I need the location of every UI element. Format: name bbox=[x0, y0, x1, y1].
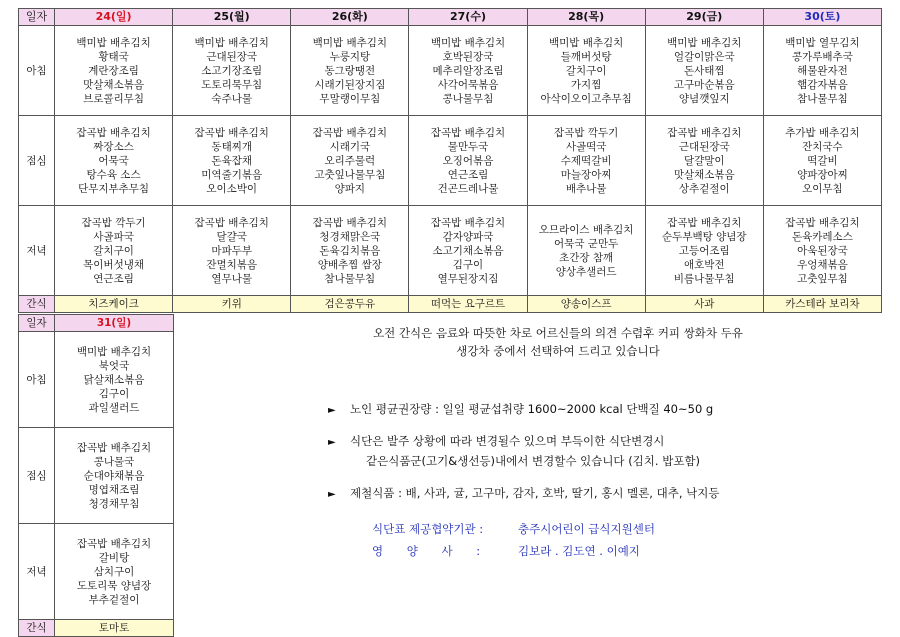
bullet-icon: ► bbox=[328, 405, 336, 416]
snack-cell: 떠먹는 요구르트 bbox=[409, 296, 527, 313]
menu-item: 오이무침 bbox=[802, 182, 843, 195]
menu-item: 잔멸치볶음 bbox=[206, 258, 258, 271]
snack-cell: 카스테라 보리차 bbox=[763, 296, 881, 313]
menu-item: 잡곡밥 배추김치 bbox=[194, 126, 269, 139]
note-text: 제철식품 : 배, 사과, 귤, 고구마, 감자, 호박, 딸기, 홍시 멜론, 대추, 낙지등 bbox=[350, 486, 720, 500]
menu-item: 연근조림 bbox=[447, 168, 489, 181]
menu-cell bbox=[291, 26, 409, 116]
menu-item: 과일샐러드 bbox=[88, 401, 140, 414]
note-seasonal bbox=[328, 484, 719, 504]
menu-item: 양배추찜 쌈장 bbox=[317, 258, 382, 271]
menu-cell bbox=[55, 428, 174, 524]
lunch-row bbox=[19, 116, 882, 206]
menu-item: 잡곡밥 배추김치 bbox=[667, 126, 742, 139]
menu-item: 아삭이오이고추무침 bbox=[540, 92, 632, 105]
menu-item: 잡곡밥 배추김치 bbox=[430, 126, 506, 139]
menu-item: 목이버섯냉채 bbox=[83, 258, 144, 271]
menu-cell bbox=[527, 206, 645, 296]
menu-item: 백미밥 배추김치 bbox=[312, 36, 388, 49]
menu-item: 어묵국 bbox=[98, 154, 129, 167]
intro-line: 오전 간식은 음료와 따뜻한 차로 어르신들의 의견 수렴후 커피 쌍화차 두유 bbox=[373, 326, 743, 340]
menu-cell bbox=[173, 26, 291, 116]
date-cell: 24(일) bbox=[55, 9, 173, 26]
menu-item: 백미밥 배추김치 bbox=[430, 36, 506, 49]
menu-item: 갈치구이 bbox=[93, 244, 134, 257]
menu-item: 사골파국 bbox=[93, 230, 134, 243]
menu-item: 닭살채소볶음 bbox=[83, 373, 145, 386]
menu-item: 순대야채볶음 bbox=[83, 469, 145, 482]
date-cell: 30(토) bbox=[763, 9, 881, 26]
menu-item: 순두부백탕 양념장 bbox=[662, 230, 747, 243]
menu-item: 배추나물 bbox=[565, 182, 607, 195]
snack-label: 간식 bbox=[19, 620, 55, 637]
menu-item: 단무지부추무침 bbox=[78, 182, 150, 195]
date-cell: 25(월) bbox=[173, 9, 291, 26]
menu-item: 잡곡밥 깍두기 bbox=[554, 126, 619, 139]
breakfast-row bbox=[19, 26, 882, 116]
menu-item: 잡곡밥 배추김치 bbox=[76, 537, 152, 550]
menu-item: 오이소박이 bbox=[206, 182, 258, 195]
menu-cell bbox=[409, 116, 527, 206]
menu-item: 고춧잎무침 bbox=[797, 272, 848, 285]
menu-cell bbox=[763, 116, 881, 206]
bullet-icon: ► bbox=[328, 437, 336, 448]
menu-cell bbox=[409, 206, 527, 296]
menu-item: 백미밥 열무김치 bbox=[785, 36, 860, 49]
menu-item: 누룽지탕 bbox=[329, 50, 371, 63]
menu-item: 잡곡밥 배추김치 bbox=[312, 126, 388, 139]
lunch-row bbox=[19, 428, 174, 524]
menu-item: 계란장조림 bbox=[88, 64, 139, 77]
menu-item: 건곤드레나물 bbox=[437, 182, 499, 195]
menu-cell bbox=[173, 116, 291, 206]
snack-cell: 키위 bbox=[173, 296, 291, 313]
menu-item: 물만두국 bbox=[447, 140, 489, 153]
menu-item: 초간장 참깨 bbox=[559, 251, 614, 264]
menu-item: 어묵국 군만두 bbox=[554, 237, 619, 250]
menu-item: 잡곡밥 배추김치 bbox=[76, 441, 152, 454]
dinner-label: 저녁 bbox=[19, 206, 55, 296]
menu-cell bbox=[763, 206, 881, 296]
menu-cell bbox=[55, 332, 174, 428]
menu-item: 무말랭이무침 bbox=[319, 92, 381, 105]
menu-item: 잡곡밥 깍두기 bbox=[81, 216, 146, 229]
note-menu-change bbox=[328, 432, 700, 470]
menu-item: 사각어묵볶음 bbox=[437, 78, 499, 91]
menu-cell bbox=[55, 206, 173, 296]
menu-item: 잡곡밥 배추김치 bbox=[76, 126, 151, 139]
menu-item: 백미밥 배추김치 bbox=[548, 36, 624, 49]
menu-item: 참나물무침 bbox=[324, 272, 376, 285]
menu-cell bbox=[645, 206, 763, 296]
menu-item: 돈육카레소스 bbox=[791, 230, 853, 243]
menu-item: 참나물무침 bbox=[797, 92, 848, 105]
date-cell: 31(일) bbox=[55, 315, 174, 332]
menu-item: 도토리묵무침 bbox=[201, 78, 263, 91]
date-cell: 28(목) bbox=[527, 9, 645, 26]
menu-item: 추가밥 배추김치 bbox=[785, 126, 860, 139]
menu-item: 시래기국 bbox=[329, 140, 371, 153]
menu-item: 아욱된장국 bbox=[797, 244, 848, 257]
menu-item: 고등어조림 bbox=[678, 244, 730, 257]
menu-item: 북엇국 bbox=[98, 359, 130, 372]
note-calorie bbox=[328, 400, 713, 420]
menu-cell bbox=[55, 524, 174, 620]
menu-item: 도토리묵 양념장 bbox=[76, 579, 152, 592]
menu-item: 갈비탕 bbox=[98, 551, 130, 564]
menu-item: 수제떡갈비 bbox=[560, 154, 612, 167]
snack-row bbox=[19, 296, 882, 313]
menu-item: 마파두부 bbox=[211, 244, 252, 257]
menu-item: 김구이 bbox=[98, 387, 130, 400]
menu-item: 잡곡밥 배추김치 bbox=[667, 216, 742, 229]
menu-item: 얼갈이맑은국 bbox=[673, 50, 735, 63]
menu-item: 달걀국 bbox=[216, 230, 247, 243]
menu-item: 김구이 bbox=[452, 258, 484, 271]
menu-cell bbox=[645, 116, 763, 206]
menu-item: 잡곡밥 배추김치 bbox=[312, 216, 388, 229]
dinner-label: 저녁 bbox=[19, 524, 55, 620]
snack-cell: 토마토 bbox=[55, 620, 174, 637]
menu-cell bbox=[645, 26, 763, 116]
menu-cell bbox=[763, 26, 881, 116]
menu-item: 양파장아찌 bbox=[797, 168, 848, 181]
date-cell: 26(화) bbox=[291, 9, 409, 26]
menu-item: 가지찜 bbox=[570, 78, 602, 91]
menu-item: 미역줄기볶음 bbox=[201, 168, 263, 181]
menu-item: 오리주물럭 bbox=[324, 154, 376, 167]
snack-cell: 치즈케이크 bbox=[55, 296, 173, 313]
menu-cell bbox=[173, 206, 291, 296]
menu-item: 짜장소스 bbox=[93, 140, 134, 153]
nutritionist-value: 김보라 . 김도연 . 이예지 bbox=[518, 544, 640, 558]
weekly-menu-table bbox=[18, 8, 882, 313]
menu-item: 떡갈비 bbox=[807, 154, 838, 167]
breakfast-label: 아침 bbox=[19, 26, 55, 116]
note-text: 같은식품군(고기&생선등)내에서 변경할수 있습니다 (김치. 밥포함) bbox=[366, 454, 701, 468]
menu-cell bbox=[291, 116, 409, 206]
snack-cell: 사과 bbox=[645, 296, 763, 313]
breakfast-row bbox=[19, 332, 174, 428]
menu-item: 콩나물국 bbox=[93, 455, 135, 468]
menu-cell bbox=[409, 26, 527, 116]
menu-cell bbox=[527, 26, 645, 116]
menu-item: 동그랑땡전 bbox=[324, 64, 376, 77]
menu-item: 황태국 bbox=[98, 50, 129, 63]
menu-item: 마늘장아찌 bbox=[560, 168, 612, 181]
menu-item: 잡곡밥 배추김치 bbox=[194, 216, 269, 229]
menu-item: 숙주나물 bbox=[211, 92, 252, 105]
menu-cell bbox=[55, 26, 173, 116]
menu-item: 양파지 bbox=[334, 182, 366, 195]
breakfast-label: 아침 bbox=[19, 332, 55, 428]
snack-cell: 검은콩두유 bbox=[291, 296, 409, 313]
menu-item: 동태찌개 bbox=[211, 140, 252, 153]
menu-item: 부추겉절이 bbox=[88, 593, 140, 606]
date-header-row bbox=[19, 315, 174, 332]
date-label: 일자 bbox=[19, 9, 55, 26]
menu-item: 백미밥 배추김치 bbox=[667, 36, 742, 49]
menu-item: 달걀말이 bbox=[683, 154, 725, 167]
menu-item: 갈치구이 bbox=[565, 64, 607, 77]
menu-item: 브로콜리무침 bbox=[83, 92, 144, 105]
menu-item: 돈육잡채 bbox=[211, 154, 252, 167]
dinner-row bbox=[19, 524, 174, 620]
nutritionist-label: 영 양 사 : bbox=[372, 544, 481, 558]
provider-value: 충주시어린이 급식지원센터 bbox=[518, 522, 655, 536]
menu-item: 고구마순볶음 bbox=[673, 78, 735, 91]
menu-item: 햄감자볶음 bbox=[797, 78, 848, 91]
menu-item: 잡곡밥 배추김치 bbox=[430, 216, 506, 229]
menu-item: 메추리알장조림 bbox=[432, 64, 504, 77]
snack-cell: 양송이스프 bbox=[527, 296, 645, 313]
menu-item: 잡곡밥 배추김치 bbox=[785, 216, 860, 229]
menu-item: 잔치국수 bbox=[802, 140, 843, 153]
provider-label: 식단표 제공협약기관 : bbox=[372, 522, 484, 536]
menu-item: 호박된장국 bbox=[442, 50, 494, 63]
intro-line: 생강차 중에서 선택하여 드리고 있습니다 bbox=[456, 344, 660, 358]
menu-item: 삼치구이 bbox=[93, 565, 135, 578]
menu-item: 들깨버섯탕 bbox=[560, 50, 612, 63]
menu-item: 맛살채소볶음 bbox=[83, 78, 144, 91]
menu-item: 돈육김치볶음 bbox=[319, 244, 381, 257]
menu-item: 감자양파국 bbox=[442, 230, 494, 243]
menu-item: 연근조림 bbox=[93, 272, 134, 285]
menu-item: 오징어볶음 bbox=[442, 154, 494, 167]
menu-item: 콩가루배추국 bbox=[791, 50, 853, 63]
date-header-row bbox=[19, 9, 882, 26]
menu-cell bbox=[527, 116, 645, 206]
lunch-label: 점심 bbox=[19, 428, 55, 524]
menu-cell bbox=[55, 116, 173, 206]
date-cell: 29(금) bbox=[645, 9, 763, 26]
snack-intro bbox=[308, 324, 808, 360]
nutritionist-line bbox=[372, 542, 640, 560]
menu-item: 소고기채소볶음 bbox=[432, 244, 504, 257]
note-text: 노인 평균권장량 : 일일 평균섭취량 1600~2000 kcal 단백질 40~50 g bbox=[350, 402, 714, 416]
menu-item: 시래기된장지짐 bbox=[314, 78, 386, 91]
menu-item: 양상추샐러드 bbox=[555, 265, 617, 278]
menu-item: 맛살채소볶음 bbox=[673, 168, 735, 181]
menu-item: 오므라이스 배추김치 bbox=[538, 223, 634, 236]
menu-item: 상추겉절이 bbox=[678, 182, 730, 195]
note-text: 식단은 발주 상황에 따라 변경될수 있으며 부득이한 식단변경시 bbox=[350, 434, 665, 448]
menu-item: 애호박전 bbox=[683, 258, 725, 271]
menu-item: 고춧잎나물무침 bbox=[314, 168, 386, 181]
menu-item: 소고기장조림 bbox=[201, 64, 263, 77]
menu-item: 비름나물무침 bbox=[673, 272, 735, 285]
menu-item: 청경채무침 bbox=[88, 497, 140, 510]
menu-item: 백미밥 배추김치 bbox=[76, 36, 151, 49]
dinner-row bbox=[19, 206, 882, 296]
menu-item: 열무나물 bbox=[211, 272, 252, 285]
menu-item: 양념깻잎지 bbox=[678, 92, 730, 105]
menu-item: 해물완자전 bbox=[797, 64, 848, 77]
date-cell: 27(수) bbox=[409, 9, 527, 26]
day31-menu-table bbox=[18, 314, 174, 637]
lunch-label: 점심 bbox=[19, 116, 55, 206]
snack-label: 간식 bbox=[19, 296, 55, 313]
menu-item: 근대된장국 bbox=[678, 140, 730, 153]
menu-item: 콩나물무침 bbox=[442, 92, 494, 105]
menu-item: 열무된장지짐 bbox=[437, 272, 499, 285]
menu-item: 백미밥 배추김치 bbox=[76, 345, 152, 358]
menu-item: 우엉채볶음 bbox=[797, 258, 848, 271]
menu-item: 사골떡국 bbox=[565, 140, 607, 153]
bullet-icon: ► bbox=[328, 489, 336, 500]
menu-item: 명엽채조림 bbox=[88, 483, 140, 496]
menu-cell bbox=[291, 206, 409, 296]
menu-item: 청경채맑은국 bbox=[319, 230, 381, 243]
menu-item: 근대된장국 bbox=[206, 50, 258, 63]
provider-line bbox=[372, 520, 655, 538]
menu-item: 탕수육 소스 bbox=[86, 168, 141, 181]
menu-item: 백미밥 배추김치 bbox=[194, 36, 269, 49]
date-label: 일자 bbox=[19, 315, 55, 332]
menu-item: 돈사태찜 bbox=[683, 64, 725, 77]
snack-row bbox=[19, 620, 174, 637]
